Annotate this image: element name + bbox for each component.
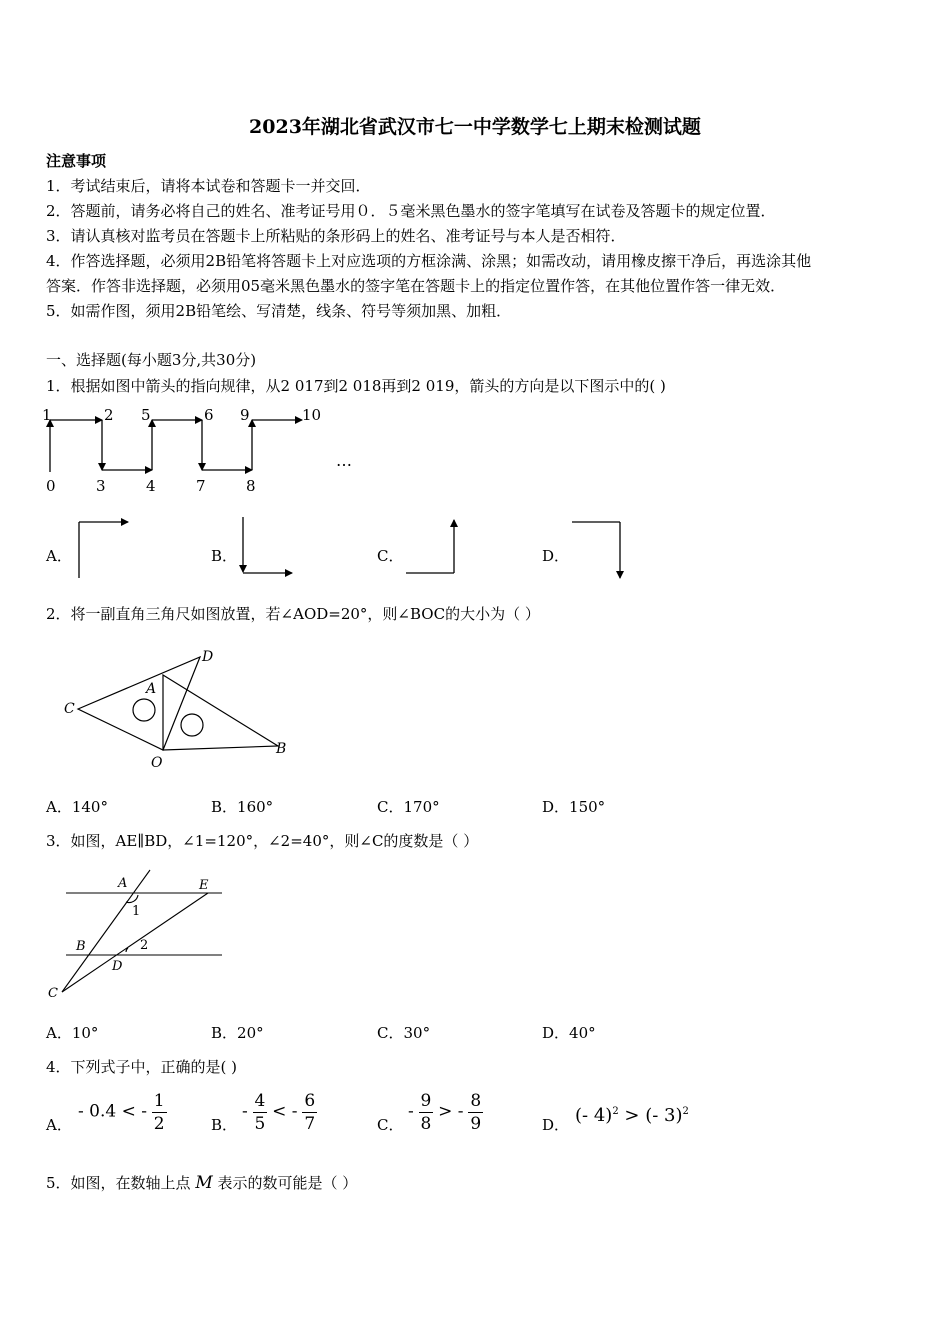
q4-option-d-label[interactable]: D． bbox=[542, 1116, 570, 1134]
question-3-text: 3．如图，AE∥BD，∠1=120°，∠2=40°，则∠C的度数是（ ） bbox=[46, 832, 479, 850]
expr-text: (- 3) bbox=[645, 1105, 683, 1126]
label-d: D bbox=[202, 649, 214, 665]
section-heading: 一、选择题(每小题3分,共30分) bbox=[46, 351, 257, 369]
q2-triangles-figure bbox=[60, 645, 300, 775]
denominator: 5 bbox=[254, 1114, 266, 1134]
q5-text-pre: 5．如图，在数轴上点 bbox=[46, 1174, 191, 1192]
label-e: E bbox=[199, 878, 209, 893]
num-label: 2 bbox=[104, 406, 114, 424]
question-5-text bbox=[46, 1172, 357, 1194]
num-label: 9 bbox=[240, 406, 250, 424]
question-1-text: 1．根据如图中箭头的指向规律，从2 017到2 018再到2 019，箭头的方向是以下图示中的( ) bbox=[46, 377, 666, 395]
label-o: O bbox=[151, 755, 163, 771]
q4-option-c-label[interactable]: C． bbox=[377, 1116, 404, 1134]
label-1: 1 bbox=[132, 904, 141, 919]
denominator: 9 bbox=[470, 1114, 482, 1134]
num-label: 6 bbox=[204, 406, 214, 424]
q2-option-b[interactable]: B．160° bbox=[211, 798, 274, 816]
q3-option-a[interactable]: A．10° bbox=[46, 1024, 99, 1042]
label-d: D bbox=[112, 959, 123, 974]
q4-option-c-expr[interactable] bbox=[408, 1090, 483, 1135]
triangle-cod bbox=[78, 657, 200, 750]
q1-option-b-figure[interactable] bbox=[236, 512, 296, 582]
q3-option-c[interactable]: C．30° bbox=[377, 1024, 431, 1042]
label-a: A bbox=[146, 681, 157, 697]
label-c: C bbox=[48, 986, 58, 1001]
q3-option-b[interactable]: B．20° bbox=[211, 1024, 264, 1042]
notice-heading: 注意事项 bbox=[46, 152, 107, 170]
num-label: 0 bbox=[46, 477, 56, 495]
notice-item-5: 5．如需作图，须用2B铅笔绘、写清楚，线条、符号等须加黑、加粗． bbox=[46, 302, 512, 320]
numerator: 4 bbox=[254, 1091, 266, 1111]
fraction bbox=[253, 1090, 268, 1135]
line-ca bbox=[62, 870, 150, 992]
q2-option-d[interactable]: D．150° bbox=[542, 798, 606, 816]
notice-item-4-cont: 答案．作答非选择题，必须用05毫米黑色墨水的签字笔在答题卡上的指定位置作答，在其他位置作答一律无效． bbox=[46, 277, 786, 295]
expr-text: (- 4) bbox=[575, 1105, 613, 1126]
num-label: 7 bbox=[196, 477, 206, 495]
notice-item-2: 2．答题前，请务必将自己的姓名、准考证号用０．５毫米黑色墨水的签字笔填写在试卷及答题卡的规定位置． bbox=[46, 202, 776, 220]
num-label: 8 bbox=[246, 477, 256, 495]
label-2: 2 bbox=[140, 938, 149, 953]
q1-arrow-pattern-figure bbox=[36, 400, 366, 500]
expr-text: < - bbox=[272, 1101, 298, 1122]
q4-option-b-label[interactable]: B． bbox=[211, 1116, 238, 1134]
q4-option-a-label[interactable]: A． bbox=[46, 1116, 72, 1134]
num-label: 3 bbox=[96, 477, 106, 495]
q4-option-b-expr[interactable] bbox=[242, 1090, 317, 1135]
num-label: 1 bbox=[42, 406, 52, 424]
q2-option-a[interactable]: A．140° bbox=[46, 798, 108, 816]
denominator: 8 bbox=[420, 1114, 432, 1134]
expr-text: - 0.4 < - bbox=[78, 1101, 147, 1122]
q1-option-a-figure[interactable] bbox=[72, 512, 132, 582]
q3-parallel-lines-figure bbox=[46, 865, 236, 1005]
expr-text: > bbox=[618, 1105, 646, 1126]
denominator: 7 bbox=[304, 1114, 316, 1134]
q5-text-post: 表示的数可能是（ ） bbox=[217, 1174, 358, 1192]
label-b: B bbox=[76, 939, 86, 954]
q1-option-b-label[interactable]: B． bbox=[211, 547, 238, 565]
notice-item-1: 1．考试结束后，请将本试卷和答题卡一并交回． bbox=[46, 177, 371, 195]
num-label: 5 bbox=[141, 406, 151, 424]
numerator: 1 bbox=[153, 1091, 165, 1111]
label-c: C bbox=[64, 701, 75, 717]
q3-option-d[interactable]: D．40° bbox=[542, 1024, 596, 1042]
q4-option-d-expr[interactable] bbox=[575, 1105, 689, 1126]
q1-option-a-label[interactable]: A． bbox=[46, 547, 72, 565]
fraction bbox=[468, 1090, 483, 1135]
exponent: 2 bbox=[612, 1106, 619, 1117]
hole-circle-right bbox=[181, 714, 203, 736]
expr-text: - bbox=[408, 1101, 414, 1122]
notice-item-3: 3．请认真核对监考员在答题卡上所粘贴的条形码上的姓名、准考证号与本人是否相符． bbox=[46, 227, 626, 245]
hole-circle-left bbox=[133, 699, 155, 721]
q5-variable: M bbox=[195, 1173, 213, 1193]
fraction bbox=[152, 1090, 167, 1135]
denominator: 2 bbox=[153, 1114, 165, 1134]
label-b: B bbox=[276, 741, 287, 757]
fraction bbox=[419, 1090, 434, 1135]
fraction bbox=[302, 1090, 317, 1135]
num-label: 4 bbox=[146, 477, 156, 495]
question-4-text: 4．下列式子中，正确的是( ) bbox=[46, 1058, 238, 1076]
ellipsis: … bbox=[336, 451, 352, 470]
q2-option-c[interactable]: C．170° bbox=[377, 798, 440, 816]
numerator: 8 bbox=[470, 1091, 482, 1111]
q1-option-d-figure[interactable] bbox=[568, 512, 633, 584]
expr-text: - bbox=[242, 1101, 248, 1122]
num-label: 10 bbox=[302, 406, 322, 424]
q1-option-c-figure[interactable] bbox=[402, 512, 467, 582]
exponent: 2 bbox=[682, 1106, 689, 1117]
page-title: 2023年湖北省武汉市七一中学数学七上期末检测试题 bbox=[249, 116, 701, 138]
question-2-text: 2．将一副直角三角尺如图放置，若∠AOD=20°，则∠BOC的大小为（ ） bbox=[46, 605, 540, 623]
triangle-aob bbox=[163, 675, 278, 750]
q4-option-a-expr[interactable] bbox=[78, 1090, 167, 1135]
notice-item-4: 4．作答选择题，必须用2B铅笔将答题卡上对应选项的方框涂满、涂黑；如需改动，请用橡皮擦干净后，再选涂其他 bbox=[46, 252, 812, 270]
numerator: 9 bbox=[420, 1091, 432, 1111]
q1-option-c-label[interactable]: C． bbox=[377, 547, 404, 565]
label-a: A bbox=[118, 876, 128, 891]
q1-option-d-label[interactable]: D． bbox=[542, 547, 570, 565]
expr-text: > - bbox=[438, 1101, 464, 1122]
numerator: 6 bbox=[304, 1091, 316, 1111]
